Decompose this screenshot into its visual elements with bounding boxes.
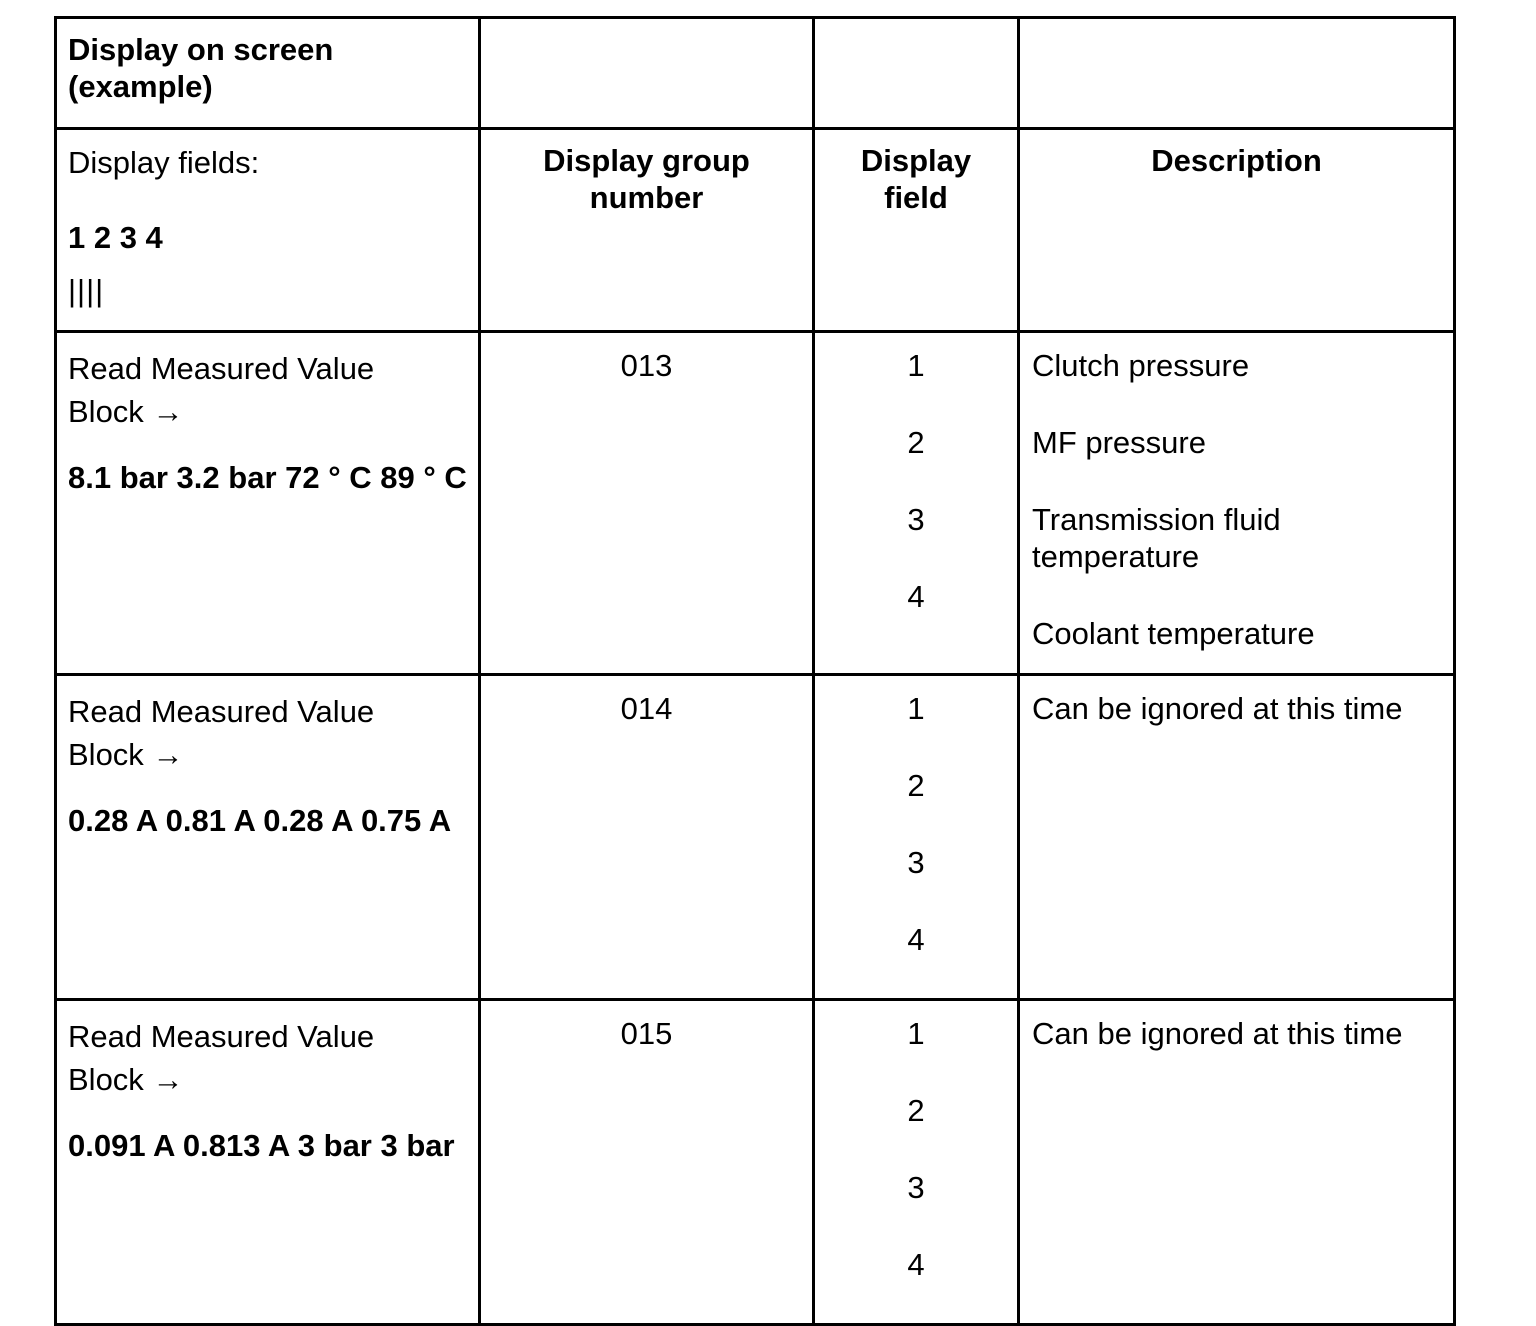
field-number: 3 xyxy=(907,845,925,880)
field-number: 2 xyxy=(907,425,925,460)
table-title-row xyxy=(56,18,1455,129)
column-header-description-label: Description xyxy=(1151,143,1322,178)
block-label-line-2: Block → xyxy=(68,737,184,772)
title-empty-cell xyxy=(1019,18,1455,129)
table-row xyxy=(56,332,1455,675)
group-number-cell xyxy=(480,1000,814,1325)
block-values: 0.28 A 0.81 A 0.28 A 0.75 A xyxy=(68,803,452,838)
block-label-line-2: Block → xyxy=(68,1062,184,1097)
table-row xyxy=(56,1000,1455,1325)
block-cell xyxy=(56,332,480,675)
field-number: 1 xyxy=(907,348,925,383)
group-number-cell xyxy=(480,675,814,1000)
column-header-description xyxy=(1019,129,1455,332)
column-header-field xyxy=(814,129,1019,332)
field-numbers-cell xyxy=(814,675,1019,1000)
column-header-group-label: Display group number xyxy=(543,143,750,215)
column-header-field-line-2: field xyxy=(884,180,948,215)
field-number: 4 xyxy=(907,1247,925,1282)
group-number: 013 xyxy=(620,348,673,383)
measured-values-table xyxy=(54,16,1456,1326)
block-label-line-1: Read Measured Value xyxy=(68,351,375,386)
group-number: 015 xyxy=(620,1016,673,1051)
block-cell xyxy=(56,675,480,1000)
description-item: Can be ignored at this time xyxy=(1032,1016,1403,1051)
field-number: 3 xyxy=(907,1170,925,1205)
field-number: 2 xyxy=(907,1093,925,1128)
description-item: Coolant temperature xyxy=(1032,616,1315,651)
block-label-line-1: Read Measured Value xyxy=(68,694,375,729)
description-item: Transmission fluid temperature xyxy=(1032,502,1281,574)
column-header-group xyxy=(480,129,814,332)
description-cell xyxy=(1019,332,1455,675)
table-header-row xyxy=(56,129,1455,332)
display-fields-label: Display fields: xyxy=(68,145,260,180)
field-number: 4 xyxy=(907,922,925,957)
field-number: 1 xyxy=(907,1016,925,1051)
block-values: 0.091 A 0.813 A 3 bar 3 bar xyxy=(68,1128,455,1163)
display-fields-ticks: |||| xyxy=(68,273,105,308)
description-item: Can be ignored at this time xyxy=(1032,691,1403,726)
display-fields-numbers: 1 2 3 4 xyxy=(68,220,163,255)
group-number: 014 xyxy=(620,691,673,726)
description-cell xyxy=(1019,675,1455,1000)
title-line-1: Display on screen xyxy=(68,32,334,67)
block-label-line-1: Read Measured Value xyxy=(68,1019,375,1054)
description-item: MF pressure xyxy=(1032,425,1206,460)
field-number: 3 xyxy=(907,502,925,537)
field-number: 1 xyxy=(907,691,925,726)
field-number: 4 xyxy=(907,579,925,614)
table-row xyxy=(56,675,1455,1000)
group-number-cell xyxy=(480,332,814,675)
title-cell xyxy=(56,18,480,129)
field-numbers-cell xyxy=(814,1000,1019,1325)
description-cell xyxy=(1019,1000,1455,1325)
title-empty-cell xyxy=(480,18,814,129)
title-line-2: (example) xyxy=(68,69,213,104)
display-fields-cell xyxy=(56,129,480,332)
field-numbers-cell xyxy=(814,332,1019,675)
block-cell xyxy=(56,1000,480,1325)
block-values: 8.1 bar 3.2 bar 72 ° C 89 ° C xyxy=(68,460,467,495)
description-item: Clutch pressure xyxy=(1032,348,1250,383)
title-empty-cell xyxy=(814,18,1019,129)
column-header-field-line-1: Display xyxy=(860,143,972,178)
field-number: 2 xyxy=(907,768,925,803)
block-label-line-2: Block → xyxy=(68,394,184,429)
